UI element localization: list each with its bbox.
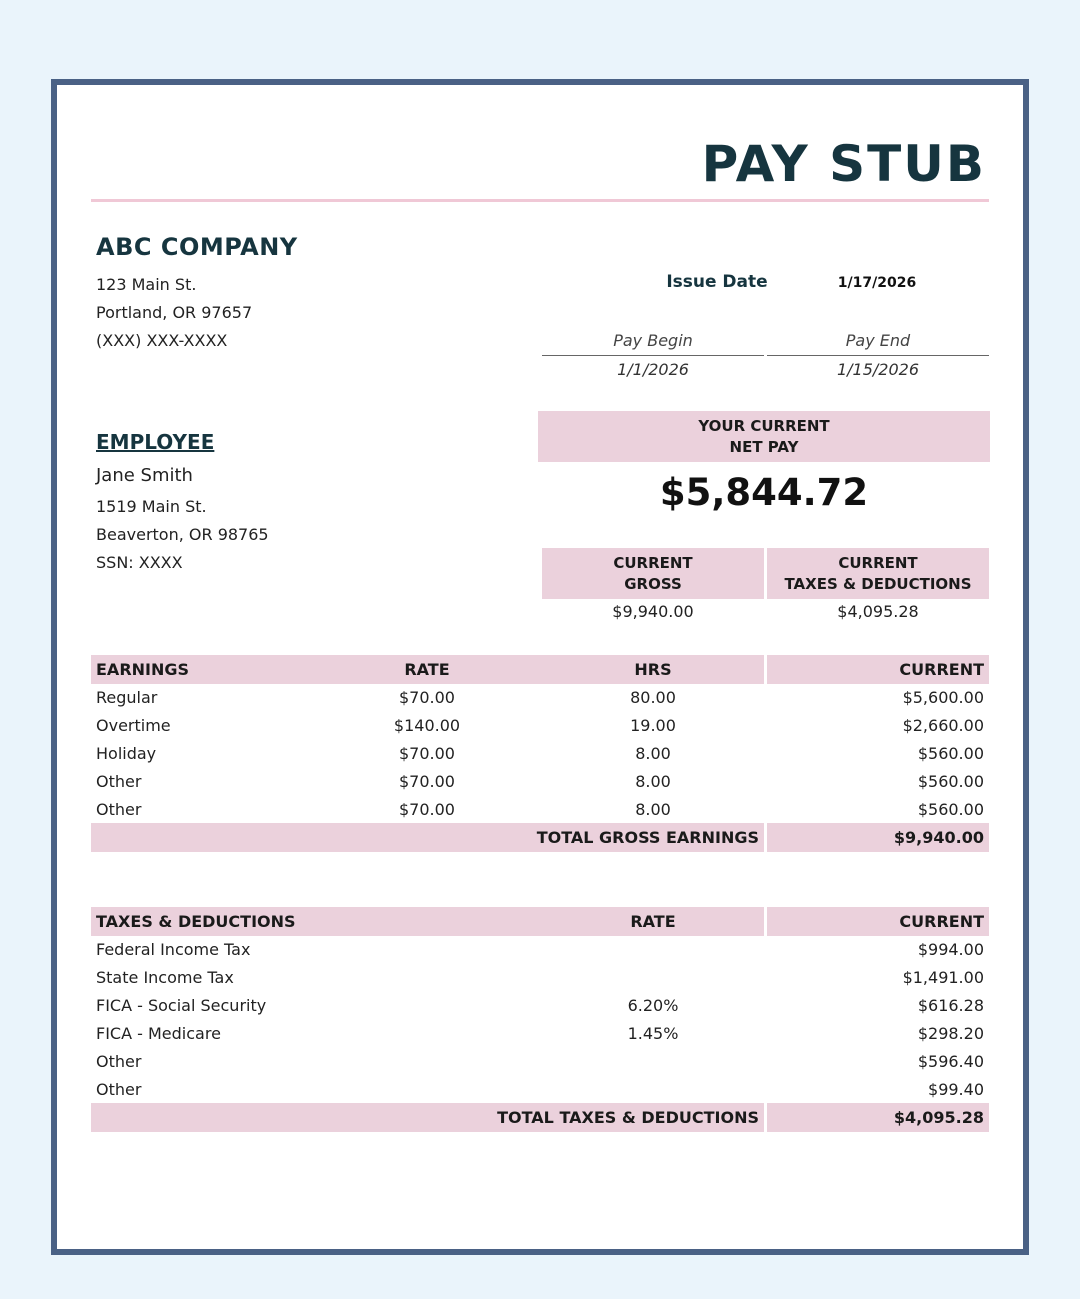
earning-rate: $70.00: [399, 772, 455, 791]
total-gross-earnings-value: $9,940.00: [893, 828, 984, 847]
earning-hrs: 8.00: [635, 800, 671, 819]
table-row: [57, 796, 1023, 824]
earning-rate: $70.00: [399, 800, 455, 819]
earnings-col-hrs: HRS: [634, 660, 672, 679]
employee-name: Jane Smith: [96, 465, 193, 486]
deduction-name: FICA - Medicare: [96, 1024, 221, 1043]
deduction-current: $1,491.00: [902, 968, 984, 987]
earning-hrs: 80.00: [630, 688, 676, 707]
deductions-col-rate: RATE: [630, 912, 676, 931]
table-row: [57, 936, 1023, 964]
deduction-name: Other: [96, 1080, 142, 1099]
earning-current: $2,660.00: [902, 716, 984, 735]
page-title: PAY STUB: [701, 135, 986, 193]
current-gross-header: [542, 548, 764, 599]
pay-begin-value: 1/1/2026: [617, 360, 689, 379]
total-taxes-deductions-label: TOTAL TAXES & DEDUCTIONS: [497, 1108, 759, 1127]
total-gross-earnings-label: TOTAL GROSS EARNINGS: [536, 828, 759, 847]
table-row: [57, 964, 1023, 992]
company-address-line1: 123 Main St.: [96, 275, 197, 294]
title-divider: [91, 199, 989, 202]
deduction-current: $596.40: [917, 1052, 984, 1071]
earning-name: Other: [96, 800, 142, 819]
deduction-current: $616.28: [917, 996, 984, 1015]
net-pay-label-line2: NET PAY: [729, 437, 799, 456]
pay-end-rule: [767, 355, 989, 356]
earning-current: $560.00: [917, 800, 984, 819]
company-name: ABC COMPANY: [96, 233, 298, 261]
deduction-current: $994.00: [917, 940, 984, 959]
current-gross-value: $9,940.00: [612, 602, 694, 621]
issue-date-label: Issue Date: [666, 272, 768, 292]
current-taxes-label-line1: CURRENT: [838, 553, 918, 572]
deduction-name: FICA - Social Security: [96, 996, 267, 1015]
company-phone: (XXX) XXX-XXXX: [96, 331, 228, 350]
earning-hrs: 19.00: [630, 716, 676, 735]
company-address-line2: Portland, OR 97657: [96, 303, 253, 322]
pay-begin-label: Pay Begin: [613, 331, 693, 350]
employee-address-line2: Beaverton, OR 98765: [96, 525, 269, 544]
current-taxes-value: $4,095.28: [837, 602, 919, 621]
pay-stub-document: [51, 79, 1029, 1255]
current-gross-label-line1: CURRENT: [613, 553, 693, 572]
earning-name: Holiday: [96, 744, 157, 763]
earning-name: Other: [96, 772, 142, 791]
earning-name: Regular: [96, 688, 158, 707]
current-taxes-label-line2: TAXES & DEDUCTIONS: [784, 574, 972, 593]
earning-name: Overtime: [96, 716, 171, 735]
table-row: [57, 768, 1023, 796]
net-pay-amount: $5,844.72: [659, 471, 869, 514]
deduction-rate: 1.45%: [627, 1024, 679, 1043]
earning-current: $560.00: [917, 744, 984, 763]
pay-end-value: 1/15/2026: [836, 360, 920, 379]
earning-rate: $140.00: [393, 716, 461, 735]
table-row: [57, 712, 1023, 740]
earnings-col-name: EARNINGS: [96, 660, 190, 679]
issue-date-value: 1/17/2026: [837, 275, 917, 291]
pay-begin-rule: [542, 355, 764, 356]
employee-heading: EMPLOYEE: [96, 430, 215, 454]
table-row: [57, 740, 1023, 768]
earning-hrs: 8.00: [635, 772, 671, 791]
net-pay-header: [538, 411, 990, 462]
deduction-name: Other: [96, 1052, 142, 1071]
earning-current: $560.00: [917, 772, 984, 791]
deductions-col-current: CURRENT: [899, 912, 984, 931]
employee-ssn: SSN: XXXX: [96, 553, 183, 572]
employee-address-line1: 1519 Main St.: [96, 497, 207, 516]
pay-end-label: Pay End: [845, 331, 911, 350]
table-row: [57, 1048, 1023, 1076]
current-gross-label-line2: GROSS: [624, 574, 682, 593]
table-row: [57, 992, 1023, 1020]
deduction-current: $298.20: [917, 1024, 984, 1043]
earning-hrs: 8.00: [635, 744, 671, 763]
earning-rate: $70.00: [399, 688, 455, 707]
deductions-col-name: TAXES & DEDUCTIONS: [96, 912, 296, 931]
deduction-name: Federal Income Tax: [96, 940, 251, 959]
deduction-current: $99.40: [928, 1080, 984, 1099]
table-row: [57, 1020, 1023, 1048]
earnings-col-current: CURRENT: [899, 660, 984, 679]
earning-current: $5,600.00: [902, 688, 984, 707]
table-row: [57, 1076, 1023, 1104]
table-row: [57, 684, 1023, 712]
total-taxes-deductions-value: $4,095.28: [893, 1108, 984, 1127]
deduction-rate: 6.20%: [627, 996, 679, 1015]
deduction-name: State Income Tax: [96, 968, 234, 987]
net-pay-label-line1: YOUR CURRENT: [698, 416, 830, 435]
current-taxes-header: [767, 548, 989, 599]
earning-rate: $70.00: [399, 744, 455, 763]
earnings-col-rate: RATE: [404, 660, 450, 679]
